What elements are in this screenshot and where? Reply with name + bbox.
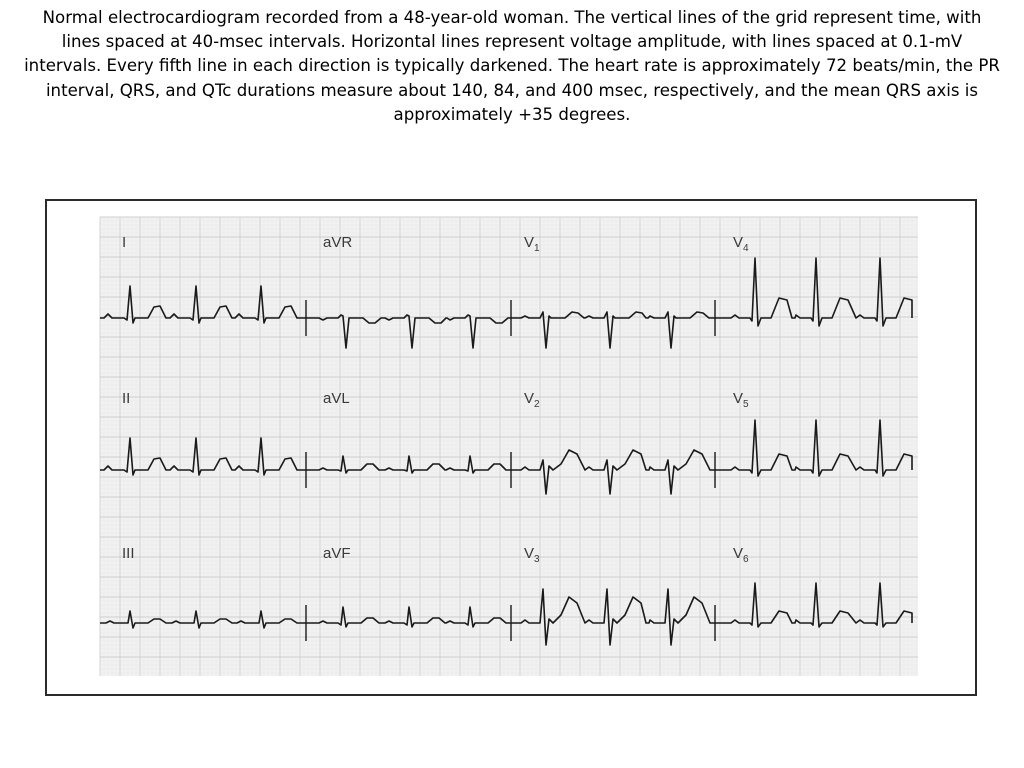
lead-label: $V_5$ [733, 390, 749, 410]
figure-caption: Normal electrocardiogram recorded from a 48-year-old woman. The vertical lines of the grid represent time, with lines spaced at 40-msec intervals. Horizontal lines represent voltage amplitude, with lines spaced at 0.1-mV intervals. Every fifth line in each direction is typically darkened. The heart rate is approximately 72 beats/min, the PR interval, QRS, and QTc durations measure about 140, 84, and 400 msec, respectively, and the mean QRS axis is approximately +35 degrees. [24, 8, 1000, 124]
grid-background [100, 217, 918, 676]
lead-label: $V_4$ [733, 234, 749, 254]
lead-label: aVF [323, 545, 351, 562]
lead-label: aVR [323, 234, 353, 251]
lead-label: $V_2$ [524, 390, 540, 410]
lead-label: $V_6$ [733, 545, 749, 565]
lead-label: I [122, 234, 127, 251]
lead-label: $V_3$ [524, 545, 540, 565]
ecg-grid-paper [100, 217, 918, 676]
lead-label: III [122, 545, 135, 562]
lead-label: $V_1$ [524, 234, 540, 254]
lead-label: aVL [323, 390, 350, 407]
lead-label: II [122, 390, 131, 407]
